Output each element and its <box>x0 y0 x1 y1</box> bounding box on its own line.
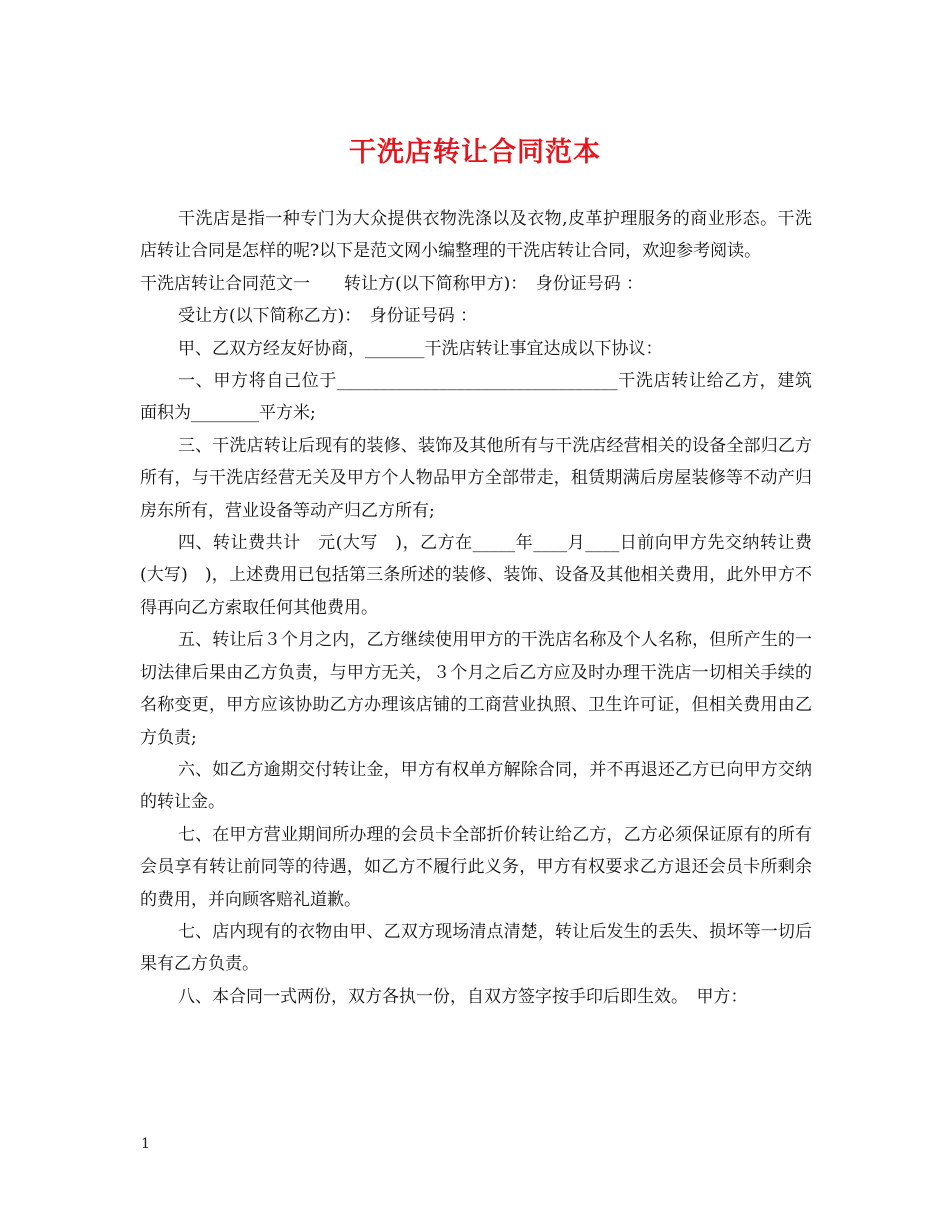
clause-3: 三、干洗店转让后现有的装修、装饰及其他所有与干洗店经营相关的设备全部归乙方所有，与干洗店经营无关及甲方个人物品甲方全部带走，租赁期满后房屋装修等不动产归房东所有，营业设备等动产归乙方所有; <box>140 435 812 521</box>
clause-1: 一、甲方将自己位于_________________________________干洗店转让给乙方，建筑面积为________平方米; <box>140 371 812 424</box>
clause-5: 五、转让后３个月之内，乙方继续使用甲方的干洗店名称及个人名称，但所产生的一切法律后果由乙方负责，与甲方无关，３个月之后乙方应及时办理干洗店一切相关手续的名称变更，甲方应该协助乙方办理该店铺的工商营业执照、卫生许可证，但相关费用由乙方负责; <box>140 630 812 748</box>
clause-4: 四、转让费共计 元(大写 )，乙方在_____年____月____日前向甲方先交纳转让费 (大写) )，上述费用已包括第三条所述的装修、装饰、设备及其他相关费用，此外甲方不得再向乙方索取任何其他费用。 <box>140 533 829 618</box>
document-title: 干洗店转让合同范本 <box>349 137 601 168</box>
clause-8: 八、本合同一式两份，双方各执一份，自双方签字按手印后即生效。 甲方： <box>178 986 748 1007</box>
intro-paragraph: 干洗店是指一种专门为大众提供衣物洗涤以及衣物,皮革护理服务的商业形态。干洗店转让合同是怎样的呢?以下是范文网小编整理的干洗店转让合同，欢迎参考阅读。 <box>140 209 812 262</box>
document-body <box>140 203 829 1013</box>
clause-7b: 七、店内现有的衣物由甲、乙双方现场清点清楚，转让后发生的丢失、损坏等一切后果有乙方负责。 <box>140 921 812 975</box>
clause-7a: 七、在甲方营业期间所办理的会员卡全部折价转让给乙方，乙方必须保证原有的所有会员享有转让前同等的待遇，如乙方不履行此义务，甲方有权要求乙方退还会员卡所剩余的费用，并向顾客赔礼道歉。 <box>140 824 812 910</box>
agreement-intro-line: 甲、乙双方经友好协商，_______干洗店转让事宜达成以下协议： <box>178 338 663 359</box>
transferee-line: 受让方(以下简称乙方)： 身份证号码 ： <box>178 306 478 327</box>
clause-6: 六、如乙方逾期交付转让金，甲方有权单方解除合同，并不再退还乙方已向甲方交纳的转让金。 <box>140 759 812 813</box>
contract-header-line: 干洗店转让合同范文一 转让方(以下简称甲方)： 身份证号码 ： <box>140 273 644 294</box>
page-number: 1 <box>141 1136 150 1152</box>
